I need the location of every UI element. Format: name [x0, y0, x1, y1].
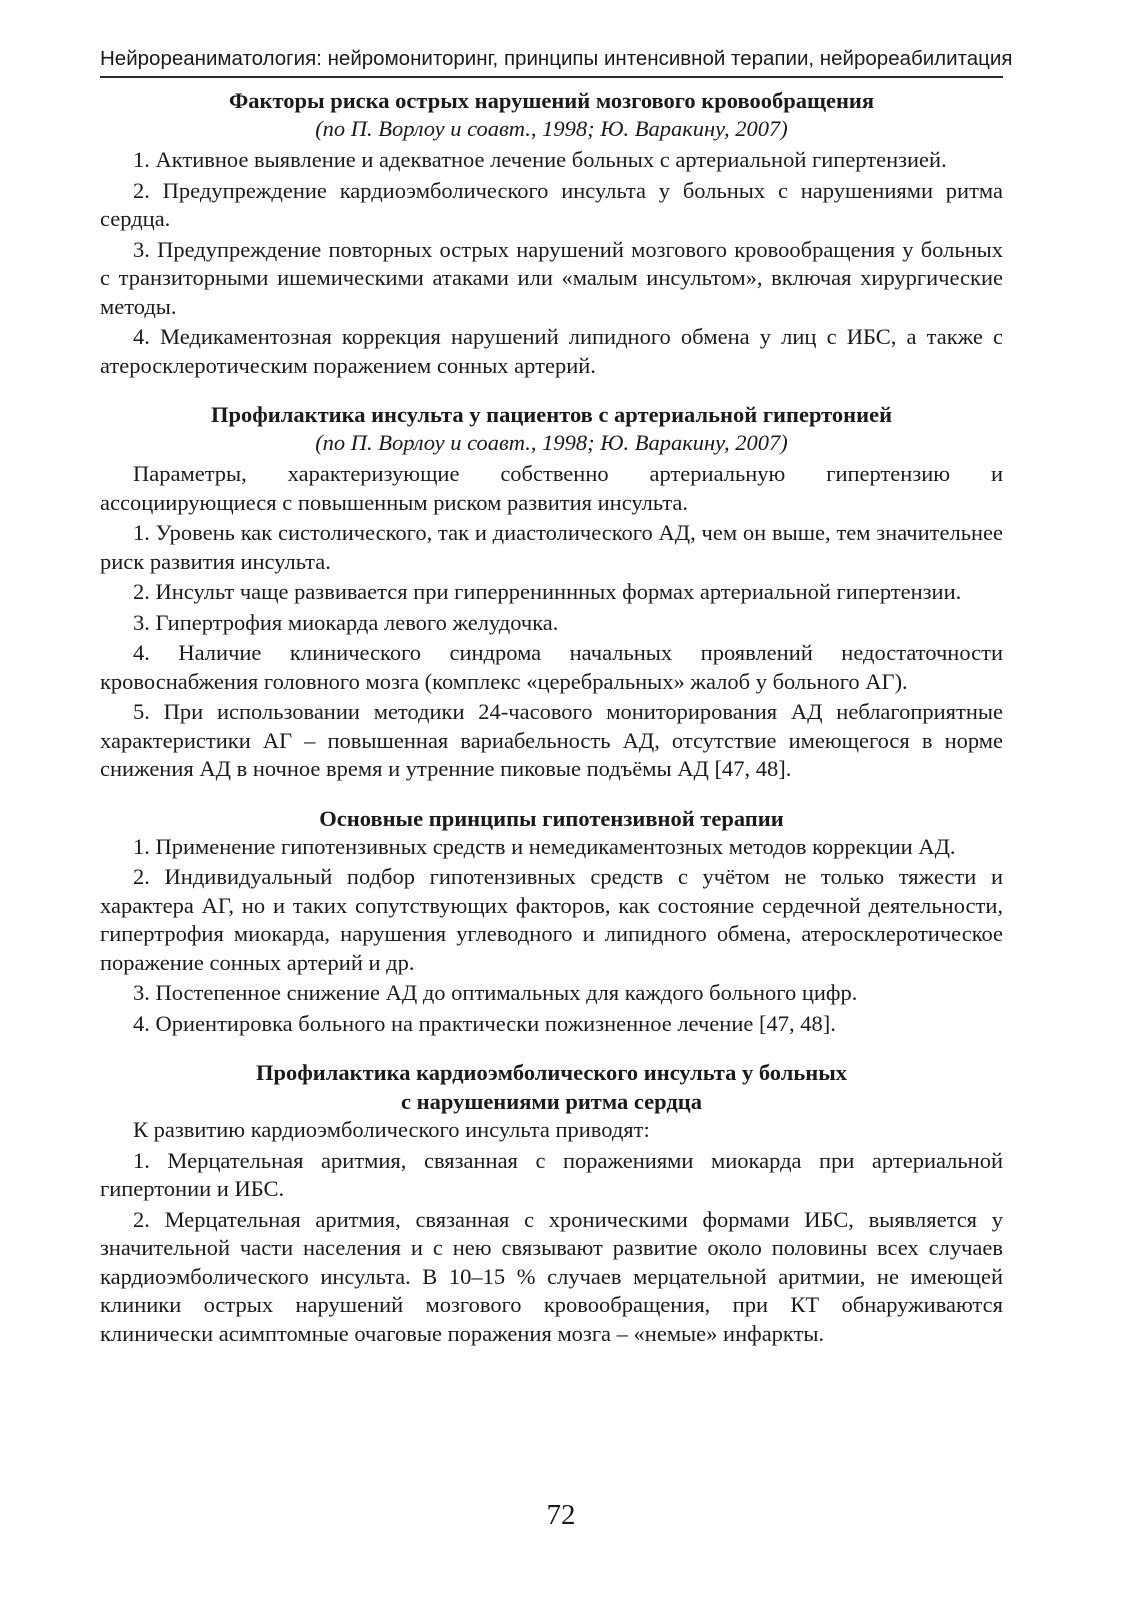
- paragraph: 2. Предупреждение кардиоэмболического инсульта у больных с нарушениями ритма сердца.: [100, 177, 1003, 231]
- section-cardioembolic-prevention: [100, 1058, 1003, 1348]
- section-risk-factors: [100, 86, 1003, 380]
- paragraph: 1. Применение гипотензивных средств и немедикаментозных методов коррекции АД.: [133, 833, 956, 859]
- paragraph: 2. Индивидуальный подбор гипотензивных средств с учётом не только тяжести и характера АГ, но и таких сопутствующих факторов, как состояние сердечной деятельности, гипертрофия миокарда, нарушения углеводного и липидного обмена, атеросклеротическое поражение сонных артерий и др.: [100, 864, 1003, 975]
- paragraph: 3. Гипертрофия миокарда левого желудочка.: [133, 609, 559, 635]
- section-stroke-prevention-hypertension: [100, 400, 1003, 784]
- paragraph: 1. Активное выявление и адекватное лечение больных с артериальной гипертензией.: [133, 147, 947, 172]
- section-title: Профилактика кардиоэмболического инсульта у больных: [255, 1060, 848, 1085]
- paragraph: 2. Мерцательная аритмия, связанная с хроническими формами ИБС, выявляется у значительной части населения и с нею связывают развитие около половины всех случаев кардиоэмболического инсульта. В 10–15 % случаев мерцательной аритмии, не имеющей клиники острых нарушений мозгового кровообращения, при КТ обнаруживаются клинически асимптомные очаговые поражения мозга – «немые» инфаркты.: [100, 1206, 1003, 1346]
- page-number: 72: [546, 1499, 576, 1531]
- running-head: Нейрореаниматология: нейромониторинг, принципы интенсивной терапии, нейрореабилитация: [100, 46, 1003, 78]
- section-title: Основные принципы гипотензивной терапии: [319, 805, 784, 831]
- paragraph: Параметры, характеризующие собственно артериальную гипертензию и ассоциирующиеся с повышенным риском развития инсульта.: [100, 461, 1003, 515]
- paragraph: 4. Медикаментозная коррекция нарушений липидного обмена у лиц с ИБС, а также с атеросклеротическим поражением сонных артерий.: [100, 324, 1003, 378]
- paragraph: 1. Уровень как систолического, так и диастолического АД, чем он выше, тем значительнее риск развития инсульта.: [100, 520, 1003, 574]
- page-body: [100, 46, 1013, 1350]
- section-source: (по П. Ворлоу и соавт., 1998; Ю. Варакину, 2007): [315, 116, 788, 141]
- section-title: Факторы риска острых нарушений мозгового кровообращения: [228, 88, 875, 113]
- paragraph: 4. Ориентировка больного на практически пожизненное лечение [47, 48].: [133, 1010, 836, 1036]
- paragraph: 1. Мерцательная аритмия, связанная с поражениями миокарда при артериальной гипертонии и ИБС.: [100, 1147, 1003, 1201]
- section-hypotensive-therapy: [100, 804, 1003, 1039]
- paragraph: 4. Наличие клинического синдрома начальных проявлений недостаточности кровоснабжения головного мозга (комплекс «церебральных» жалоб у больного АГ).: [100, 640, 1003, 694]
- section-title-line2: с нарушениями ритма сердца: [401, 1089, 702, 1114]
- paragraph: 3. Постепенное снижение АД до оптимальных для каждого больного цифр.: [133, 980, 858, 1005]
- paragraph: К развитию кардиоэмболического инсульта приводят:: [133, 1117, 650, 1142]
- paragraph: 2. Инсульт чаще развивается при гиперрениннных формах артериальной гипертензии.: [133, 579, 962, 604]
- paragraph: 3. Предупреждение повторных острых нарушений мозгового кровообращения у больных с транзиторными ишемическими атаками или «малым инсультом», включая хирургические методы.: [100, 236, 1003, 319]
- section-source: (по П. Ворлоу и соавт., 1998; Ю. Варакину, 2007): [315, 430, 788, 455]
- paragraph: 5. При использовании методики 24-часового мониторирования АД неблагоприятные характеристики АГ – повышенная вариабельность АД, отсутствие имеющегося в норме снижения АД в ночное время и утренние пиковые подъёмы АД [47, 48].: [100, 699, 1003, 781]
- section-title: Профилактика инсульта у пациентов с артериальной гипертонией: [210, 402, 893, 427]
